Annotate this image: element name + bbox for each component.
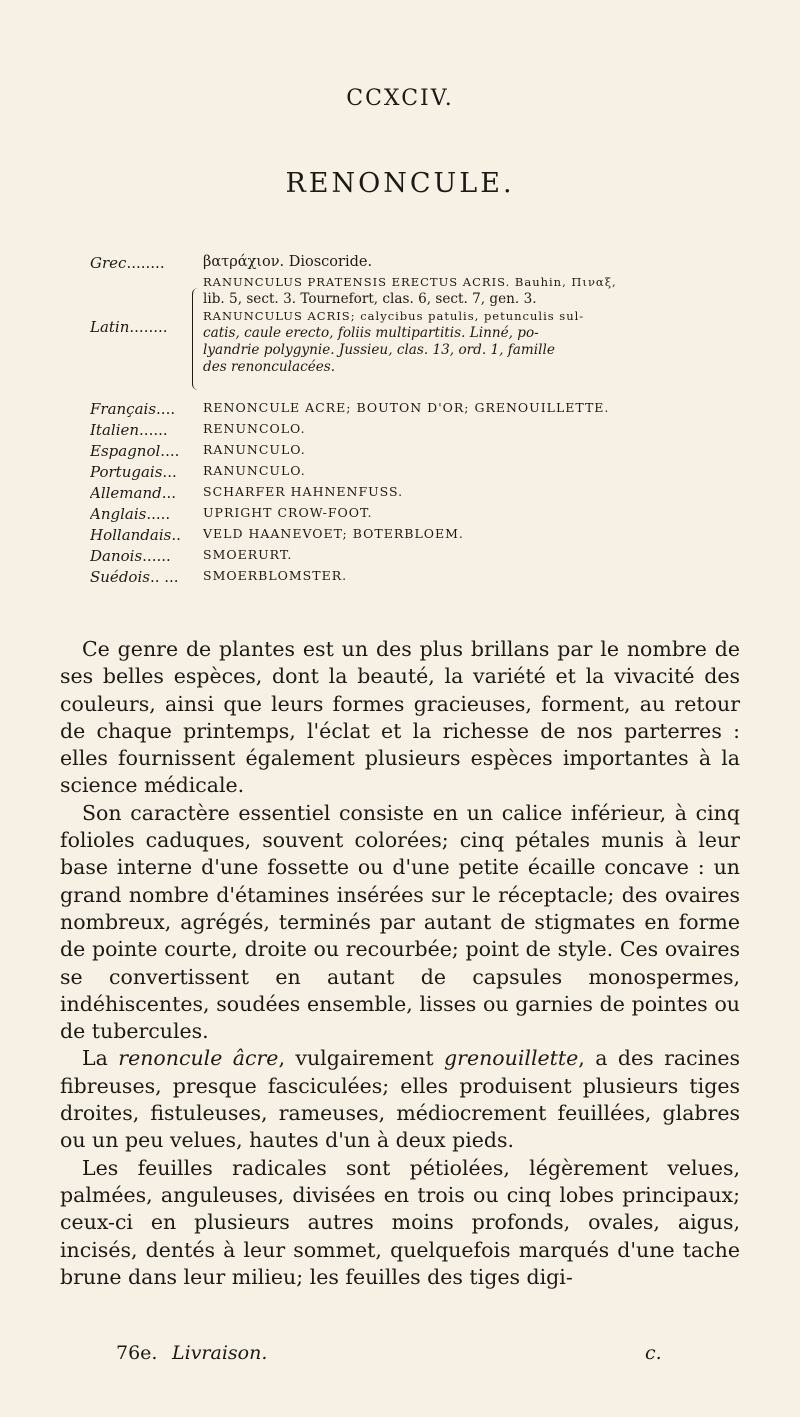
paragraph: Les feuilles radicales sont pétiolées, légèrement velues, palmées, anguleuses, divisées en trois ou cinq lobes principaux; ceux-ci en plusieurs autres moins profonds, ovales, aigus, incisés, dentés à leur sommet, quelquefois marqués d'une tache brune dans leur milieu; les feuilles des tiges digi-: [60, 1155, 740, 1289]
brace: [192, 288, 201, 390]
synonym-value: VELD HAANEVOET; BOTERBLOEM.: [203, 526, 464, 541]
language-label: Italien......: [90, 421, 168, 439]
latin-line: lyandrie polygynie. Jussieu, clas. 13, ord. 1, famille: [203, 342, 555, 358]
synonym-value: RENONCULE ACRE; BOUTON D'OR; GRENOUILLETTE.: [203, 400, 610, 415]
synonym-value: RANUNCULO.: [203, 463, 306, 478]
synonym-value: UPRIGHT CROW-FOOT.: [203, 505, 373, 520]
common-name: grenouillette: [444, 1046, 579, 1071]
language-label: Danois......: [90, 547, 171, 565]
language-label: Espagnol....: [90, 442, 180, 460]
language-label: Portugais...: [90, 463, 177, 481]
synonym-value: SCHARFER HAHNENFUSS.: [203, 484, 404, 499]
latin-line: catis, caule erecto, foliis multipartitis. Linné, po-: [203, 325, 539, 341]
paragraph: Ce genre de plantes est un des plus brillans par le nombre de ses belles espèces, dont la beauté, la variété et la vivacité des couleurs, ainsi que leurs formes gracieuses, forment, au retour de chaque printemps, l'éclat et la richesse de nos parterres : elles fournissent également plusieurs espèces importantes à la science médicale.: [60, 637, 740, 798]
folio-number: CCXCIV.: [346, 86, 454, 111]
synonym-value: RANUNCULO.: [203, 442, 306, 457]
language-label: Suédois.. ...: [90, 568, 179, 586]
paragraph: Son caractère essentiel consiste en un calice inférieur, à cinq folioles caduques, souvent colorées; cinq pétales munis à leur base interne d'une fossette ou d'une petite écaille concave : un grand nombre d'étamines insérées sur le réceptacle; des ovaires nombreux, agrégés, terminés par autant de stigmates en forme de pointe courte, droite ou recourbée; point de style. Ces ovaires se convertissent en autant de capsules monospermes, indéhiscentes, soudées ensemble, lisses ou garnies de pointes ou de tubercules.: [60, 800, 740, 1044]
latin-synonym-text: [203, 274, 763, 376]
paragraph: La renoncule âcre, vulgairement grenouillette, a des racines fibreuses, presque fasciculées; elles produisent plusieurs tiges droites, fistuleuses, rameuses, médiocrement feuillées, glabres ou un peu velues, hautes d'un à deux pieds.: [60, 1046, 741, 1153]
livraison-label: Livraison.: [172, 1342, 268, 1364]
livraison-number: 76e.: [116, 1342, 158, 1364]
language-label: Hollandais..: [90, 526, 181, 544]
page-title: RENONCULE.: [285, 168, 515, 199]
page-footer: [0, 1342, 800, 1366]
body-text: [60, 636, 740, 1291]
latin-line: lib. 5, sect. 3. Tournefort, clas. 6, sect. 7, gen. 3.: [203, 291, 537, 307]
species-name: renoncule âcre: [118, 1046, 279, 1071]
language-label: Français....: [90, 400, 176, 418]
latin-line: des renonculacées.: [203, 359, 336, 375]
language-label: Grec........: [90, 254, 165, 272]
signature-mark: c.: [645, 1342, 662, 1364]
synonym-value: SMOERURT.: [203, 547, 293, 562]
synonym-row-latin: [90, 274, 730, 396]
synonym-value: SMOERBLOMSTER.: [203, 568, 348, 583]
latin-line: RANUNCULUS PRATENSIS ERECTUS ACRIS. Bauhin, Πιναξ,: [203, 275, 617, 289]
language-label: Anglais.....: [90, 505, 171, 523]
latin-line: RANUNCULUS ACRIS; calycibus patulis, petunculis sul-: [203, 309, 585, 323]
language-label: Latin........: [90, 318, 168, 336]
language-label: Allemand...: [90, 484, 177, 502]
synonym-value: RENUNCOLO.: [203, 421, 306, 436]
synonym-value: βατράχιον. Dioscoride.: [203, 254, 373, 270]
